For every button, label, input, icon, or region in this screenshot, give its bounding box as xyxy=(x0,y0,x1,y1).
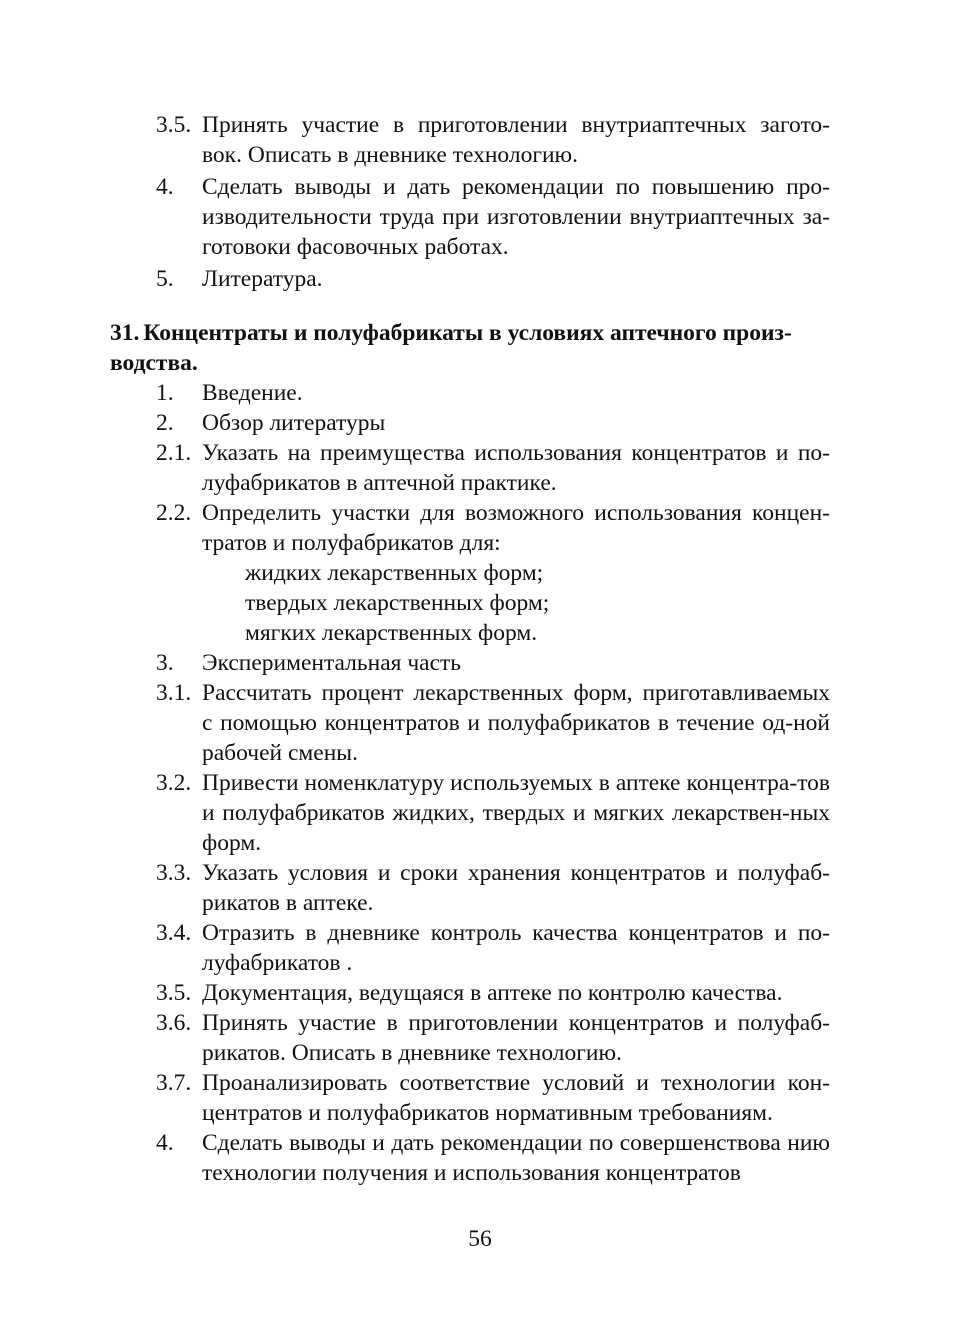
item-text: Определить участки для возможного использования концен-тратов и полуфабрикатов для: xyxy=(202,500,830,556)
section-number: 31. xyxy=(110,320,140,346)
top-list xyxy=(110,110,830,294)
item-number: 3.4. xyxy=(156,920,192,946)
item-text: Сделать выводы и дать рекомендации по совершенствова нию технологии получения и использования концентратов xyxy=(202,1130,830,1186)
section-title: Концентраты и полуфабрикаты в условиях аптечного произ-водства. xyxy=(110,320,792,376)
item-text: Указать условия и сроки хранения концентратов и полуфаб-рикатов в аптеке. xyxy=(202,860,830,916)
item-text: Литература. xyxy=(202,266,323,292)
item-text: Указать на преимущества использования концентратов и по-луфабрикатов в аптечной практике. xyxy=(202,440,830,496)
item-number: 3.3. xyxy=(156,860,192,886)
sub-item: мягких лекарственных форм. xyxy=(245,620,538,646)
item-number: 3.5. xyxy=(156,980,192,1006)
item-number: 4. xyxy=(156,174,174,200)
item-number: 2.1. xyxy=(156,440,192,466)
item-text: Проанализировать соответствие условий и технологии кон-центратов и полуфабрикатов нормативным требованиям. xyxy=(202,1070,830,1126)
list-item xyxy=(110,768,830,858)
list-item xyxy=(110,110,830,170)
item-text: Обзор литературы xyxy=(202,410,386,436)
sub-item: жидких лекарственных форм; xyxy=(245,560,544,586)
list-item xyxy=(110,858,830,918)
item-text: Введение. xyxy=(202,380,303,406)
item-text: Сделать выводы и дать рекомендации по повышению про-изводительности труда при изготовлении внутриаптечных за-готовоки фасовочных работах. xyxy=(202,174,830,260)
list-item xyxy=(110,378,830,408)
item-text: Рассчитать процент лекарственных форм, приготавливаемых с помощью концентратов и полуфабрикатов в течение од-ной рабочей смены. xyxy=(202,680,830,766)
item-number: 3.2. xyxy=(156,770,192,796)
item-number: 3.5. xyxy=(156,112,192,138)
list-item xyxy=(110,172,830,262)
list-item xyxy=(110,648,830,678)
sub-item: твердых лекарственных форм; xyxy=(245,590,550,616)
item-number: 5. xyxy=(156,266,174,292)
list-item xyxy=(110,1128,830,1188)
item-text: Экспериментальная часть xyxy=(202,650,461,676)
item-text: Отразить в дневнике контроль качества концентратов и по-луфабрикатов . xyxy=(202,920,830,976)
item-number: 3.1. xyxy=(156,680,192,706)
item-text: Документация, ведущаяся в аптеке по контролю качества. xyxy=(202,980,783,1006)
list-item xyxy=(110,408,830,438)
item-number: 4. xyxy=(156,1130,174,1156)
item-text: Привести номенклатуру используемых в аптеке концентра-тов и полуфабрикатов жидких, твердых и мягких лекарствен-ных форм. xyxy=(202,770,830,856)
page-number: 56 xyxy=(468,1226,492,1252)
item-text: Принять участие в приготовлении концентратов и полуфаб-рикатов. Описать в дневнике технологию. xyxy=(202,1010,830,1066)
item-number: 3. xyxy=(156,650,174,676)
section-heading xyxy=(110,318,830,378)
item-number: 2.2. xyxy=(156,500,192,526)
item-number: 2. xyxy=(156,410,174,436)
list-item xyxy=(110,498,830,558)
item-number: 1. xyxy=(156,380,174,406)
section-31 xyxy=(110,318,830,1188)
list-item xyxy=(110,978,830,1008)
list-item xyxy=(110,678,830,768)
item-text: Принять участие в приготовлении внутриаптечных загото-вок. Описать в дневнике технологию. xyxy=(202,112,830,168)
list-item xyxy=(110,1068,830,1128)
item-number: 3.7. xyxy=(156,1070,192,1096)
list-item xyxy=(110,438,830,498)
list-item xyxy=(110,1008,830,1068)
list-item xyxy=(110,918,830,978)
list-item xyxy=(110,264,830,294)
item-number: 3.6. xyxy=(156,1010,192,1036)
